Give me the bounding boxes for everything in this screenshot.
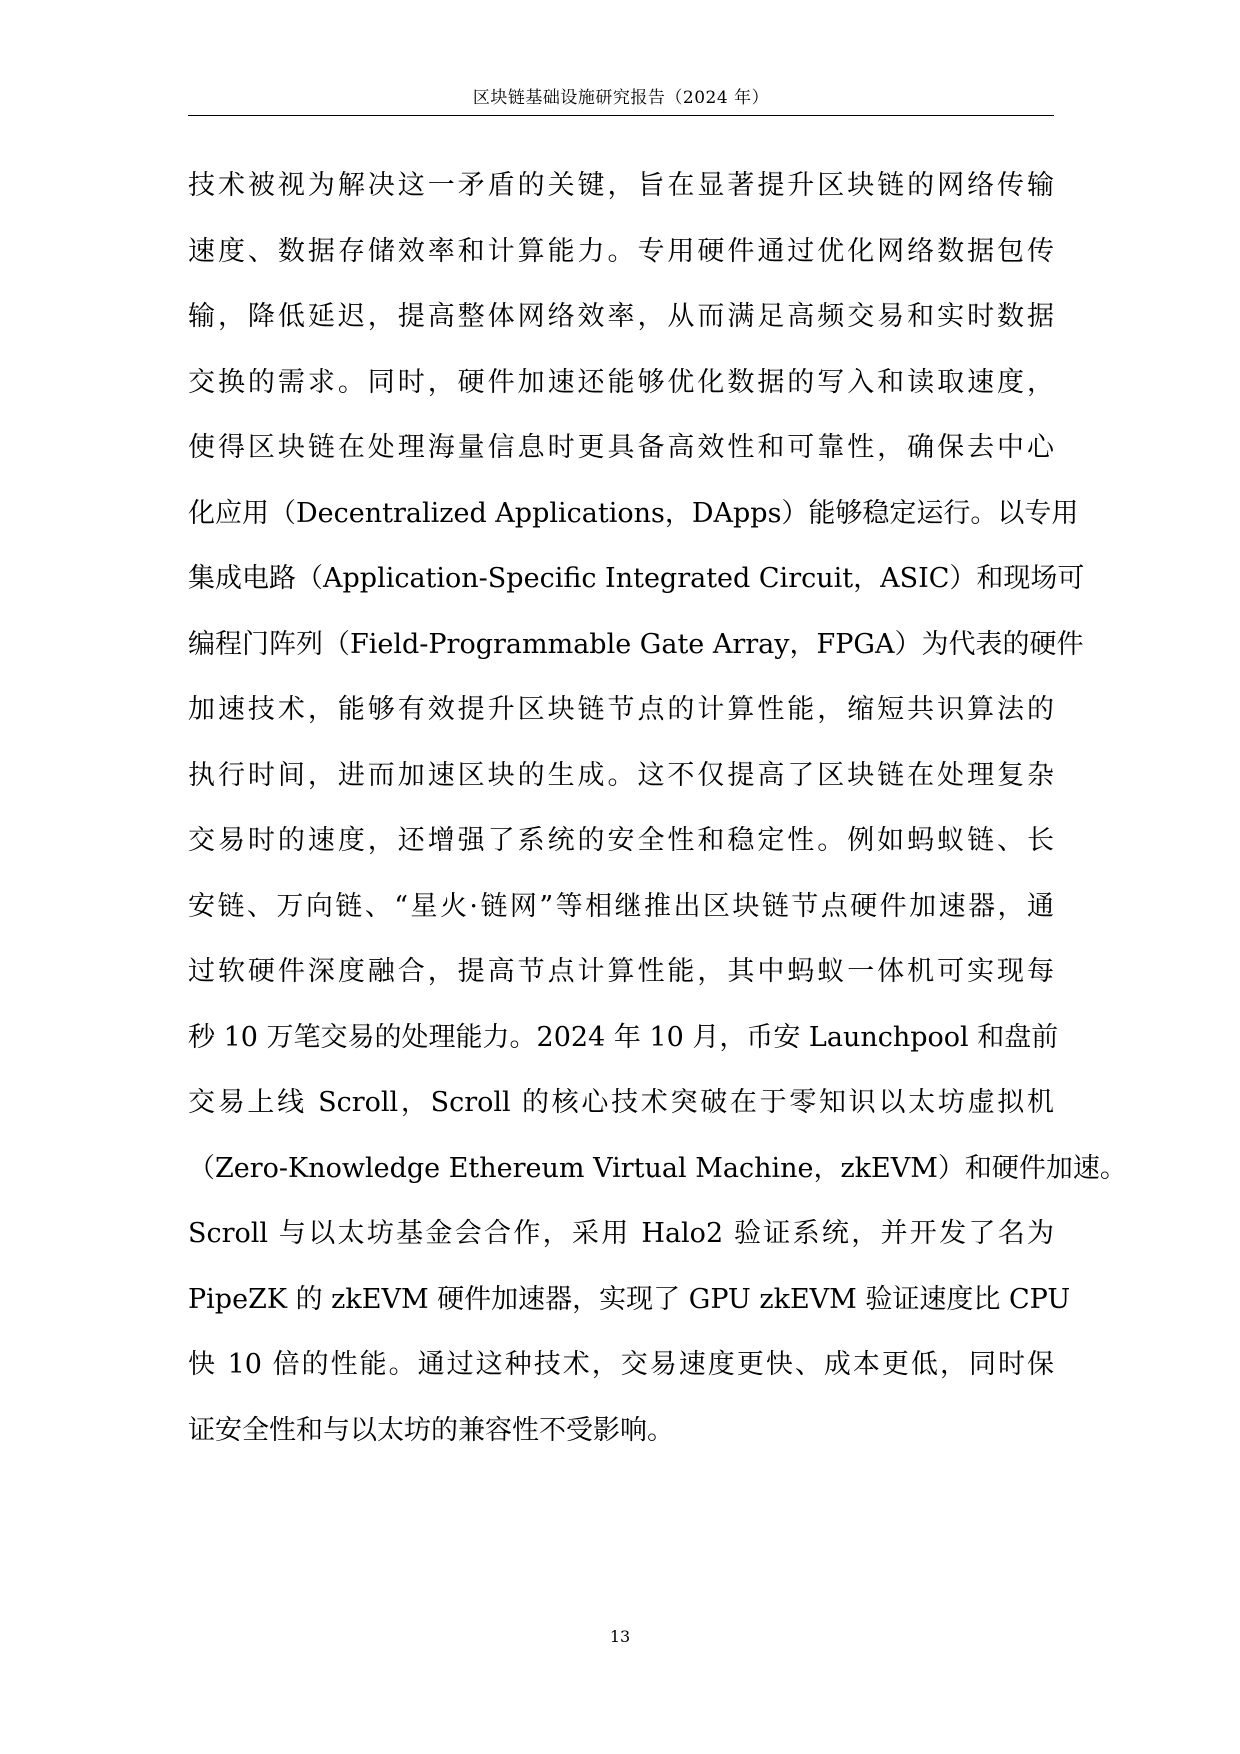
- running-header: 区块链基础设施研究报告（2024 年）: [472, 88, 770, 108]
- text-line: 秒 10 万笔交易的处理能力。2024 年 10 月，币安 Launchpool 和盘前: [188, 1021, 1059, 1053]
- text-line: 加速技术，能够有效提升区块链节点的计算性能，缩短共识算法的: [188, 694, 1054, 725]
- text-line: （Zero-Knowledge Ethereum Virtual Machine，zkEVM）和硬件加速。: [188, 1152, 1127, 1184]
- body-paragraph: [188, 153, 1127, 1463]
- text-line: 编程门阵列（Field-Programmable Gate Array，FPGA）为代表的硬件: [188, 628, 1084, 660]
- text-line: 交换的需求。同时，硬件加速还能够优化数据的写入和读取速度，: [188, 366, 1054, 398]
- header-rule: [188, 115, 1054, 116]
- text-line: 交易上线 Scroll，Scroll 的核心技术突破在于零知识以太坊虚拟机: [188, 1087, 1054, 1118]
- text-line: 交易时的速度，还增强了系统的安全性和稳定性。例如蚂蚁链、长: [188, 825, 1054, 856]
- text-line: 执行时间，进而加速区块的生成。这不仅提高了区块链在处理复杂: [188, 759, 1054, 791]
- page-number: 13: [609, 1627, 631, 1646]
- text-line: 集成电路（Application-Specific Integrated Circuit，ASIC）和现场可: [188, 563, 1085, 594]
- text-line: PipeZK 的 zkEVM 硬件加速器，实现了 GPU zkEVM 验证速度比 CPU: [188, 1283, 1071, 1315]
- text-line: 安链、万向链、“星火·链网”等相继推出区块链节点硬件加速器，通: [188, 890, 1054, 922]
- text-line: 过软硬件深度融合，提高节点计算性能，其中蚂蚁一体机可实现每: [188, 956, 1054, 987]
- text-line: 技术被视为解决这一矛盾的关键，旨在显著提升区块链的网络传输: [188, 170, 1054, 201]
- text-line: 快 10 倍的性能。通过这种技术，交易速度更快、成本更低，同时保: [188, 1349, 1054, 1380]
- text-line: 输，降低延迟，提高整体网络效率，从而满足高频交易和实时数据: [188, 301, 1054, 332]
- text-line-last: 证安全性和与以太坊的兼容性不受影响。: [188, 1414, 674, 1446]
- text-line: 速度、数据存储效率和计算能力。专用硬件通过优化网络数据包传: [188, 235, 1054, 267]
- text-line: 化应用（Decentralized Applications，DApps）能够稳定运行。以专用: [188, 497, 1079, 529]
- text-line: Scroll 与以太坊基金会合作，采用 Halo2 验证系统，并开发了名为: [188, 1218, 1054, 1249]
- text-line: 使得区块链在处理海量信息时更具备高效性和可靠性，确保去中心: [188, 432, 1054, 463]
